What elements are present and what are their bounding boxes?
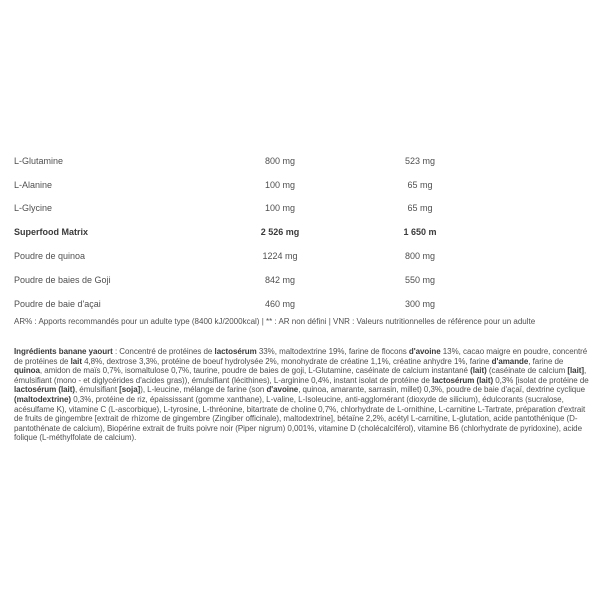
row-value-per-portion: 65 mg: [407, 203, 433, 214]
ingredient-segment: ), L-leucine, mélange de farine (son: [140, 385, 267, 395]
row-value-per-portion: 65 mg: [407, 179, 433, 190]
row-value-per-serving: 1224 mg: [262, 251, 298, 262]
row-value-per-serving: 100 mg: [264, 179, 296, 190]
ingredient-segment: 0,3% [isolat de protéine de: [493, 375, 589, 385]
row-value-per-portion: 1 650 m: [403, 227, 437, 238]
ingredient-segment: 4,8%, dextrose 3,3%, protéine de boeuf hydrolysée 2%, monohydrate de créatine 1,1%, créatine anhydre 1%, farine: [81, 356, 492, 366]
row-value-per-portion: 550 mg: [404, 274, 436, 285]
ingredient-bold-segment: d'avoine: [266, 385, 299, 395]
ingredient-bold-segment: lactosérum (lait): [432, 375, 494, 385]
table-row: [14, 292, 590, 316]
ingredient-bold-segment: Ingrédients banane yaourt: [14, 347, 113, 356]
row-label: Superfood Matrix: [14, 227, 89, 238]
row-value-per-serving: 100 mg: [264, 203, 296, 214]
table-row: [14, 149, 590, 173]
ingredient-bold-segment: [soja]: [119, 385, 141, 395]
table-row: [14, 197, 590, 221]
ingredient-bold-segment: [lait]: [567, 366, 584, 376]
table-row: [14, 173, 590, 197]
row-label: L-Alanine: [14, 179, 53, 190]
row-value-per-serving: 842 mg: [264, 274, 296, 285]
table-row: [14, 220, 590, 244]
footnote: AR% : Apports recommandés pour un adulte type (8400 kJ/2000kcal) | ** : AR non défini | VNR : Valeurs nutritionnelles de référence pour un adulte: [14, 317, 536, 326]
ingredient-bold-segment: lait: [70, 356, 82, 366]
ingredient-segment: , quinoa, amarante, sarrasin, millet) 0,3%, poudre de baie d'açaï, dextrine cyclique: [298, 385, 586, 395]
ingredient-bold-segment: lactosérum (lait): [14, 385, 75, 395]
ingredient-bold-segment: lactosérum: [214, 347, 257, 356]
row-label: Poudre de baie d'açai: [14, 298, 101, 309]
ingredient-segment: 33%, maltodextrine 19%, farine de flocons: [256, 347, 409, 356]
ingredient-segment: , émulsifiant: [74, 385, 120, 395]
row-label: Poudre de baies de Goji: [14, 274, 111, 285]
row-label: L-Glycine: [14, 203, 53, 214]
row-value-per-serving: 460 mg: [264, 298, 296, 309]
row-label: L-Glutamine: [14, 155, 64, 166]
row-value-per-portion: 800 mg: [404, 251, 436, 262]
ingredient-segment: 0,3%, protéine de riz, épaississant (gomme xanthane), L-valine, L-Isoleucine, anti-agglomérant (dioxyde de silicium), édulcorants (sucralose, acésulfame K), vitamine C (L-ascorbique), L-tyrosine, L-thréonine, bitartrate de choline 0,7%, chlorhydrate de L-ornithine, L-carnitine L-Tartrate, préparation d'extrait de fruits de gingembre [extrait de rhizome de gingembre (Zingiber officinale), maltodextrine], bétaïne 2,2%, acétyl L-carnitine, L-glutation, acide pantothénique (D-pantothénate de calcium), Biopérine extrait de fruits poivre noir (Piper nigrum) 0,001%, vitamine D (cholécalciférol), vitamine B6 (chlorhydrate de pyridoxine), acide folique (L-méthylfolate de calcium).: [14, 394, 586, 443]
row-value-per-serving: 800 mg: [264, 155, 296, 166]
ingredient-segment: : Concentré de protéines de: [112, 347, 215, 356]
ingredient-bold-segment: (lait): [470, 366, 487, 376]
ingredient-segment: (caséinate de calcium: [486, 366, 568, 376]
row-value-per-portion: 523 mg: [404, 155, 436, 166]
row-value-per-portion: 300 mg: [404, 298, 436, 309]
nutrition-table: [14, 149, 590, 316]
ingredient-bold-segment: quinoa: [14, 366, 40, 376]
ingredient-segment: 13%, cacao maigre en poudre, concentré de protéines de: [14, 347, 588, 366]
ingredient-bold-segment: d'avoine: [408, 347, 441, 356]
ingredient-bold-segment: d'amande: [491, 356, 529, 366]
table-row: [14, 244, 590, 268]
table-row: [14, 268, 590, 292]
row-value-per-serving: 2 526 mg: [260, 227, 300, 238]
ingredient-segment: , farine de: [528, 356, 564, 366]
ingredients-paragraph: [14, 347, 590, 443]
ingredient-segment: , amidon de maïs 0,7%, isomaltulose 0,7%, taurine, poudre de baies de goji, L-Glutamine, caséinate de calcium instantané: [39, 366, 471, 376]
row-label: Poudre de quinoa: [14, 251, 86, 262]
ingredient-segment: , émulsifiant (mono - et diglycérides d'acides gras)), émulsifiant (lécithines), L-arginine 0,4%, instant isolat de protéine de: [14, 366, 587, 385]
ingredient-bold-segment: (maltodextrine): [14, 394, 72, 404]
